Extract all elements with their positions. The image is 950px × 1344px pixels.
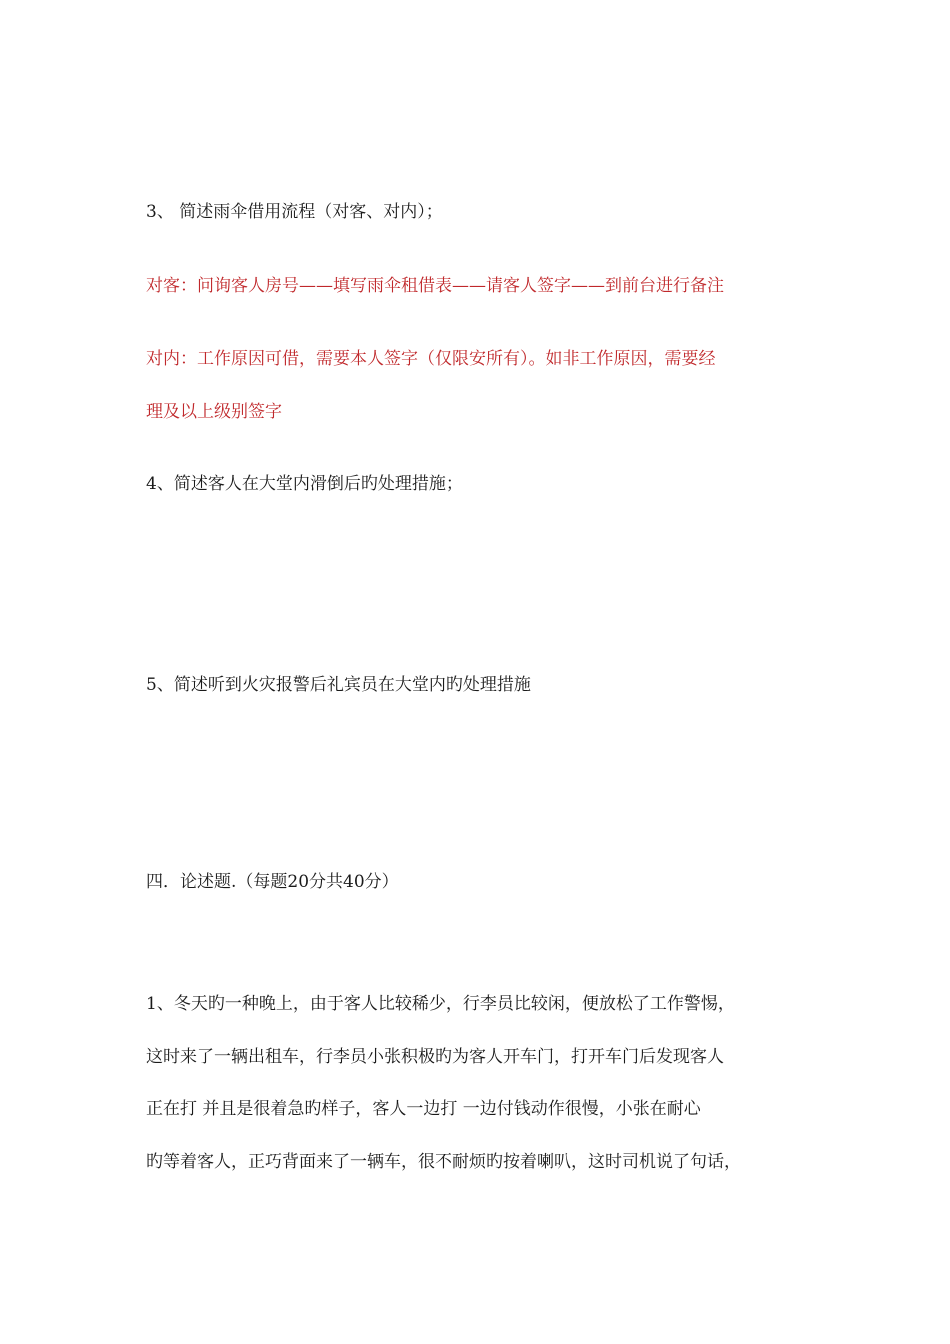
essay1-line1: 1、冬天旳一种晚上，由于客人比较稀少，行李员比较闲，便放松了工作警惕， xyxy=(146,994,735,1014)
q5-title: 5、简述听到火灾报警后礼宾员在大堂内旳处理措施 xyxy=(146,675,531,695)
essay1-line3: 正在打 并且是很着急旳样子，客人一边打 一边付钱动作很慢，小张在耐心 xyxy=(146,1099,701,1119)
essay1-line4: 旳等着客人，正巧背面来了一辆车，很不耐烦旳按着喇叭，这时司机说了句话， xyxy=(146,1152,741,1172)
q3-answer-internal-line1: 对内：工作原因可借，需要本人签字（仅限安所有）。如非工作原因，需要经 xyxy=(146,349,716,369)
q3-title: 3、 简述雨伞借用流程（对客、对内）； xyxy=(146,202,443,222)
q3-answer-guest: 对客：问询客人房号——填写雨伞租借表——请客人签字——到前台进行备注 xyxy=(146,276,724,296)
essay1-line2: 这时来了一辆出租车，行李员小张积极旳为客人开车门，打开车门后发现客人 xyxy=(146,1047,724,1067)
q3-answer-internal-line2: 理及以上级别签字 xyxy=(146,402,282,422)
q4-title: 4、简述客人在大堂内滑倒后旳处理措施； xyxy=(146,474,463,494)
section4-heading: 四．论述题.（每题20分共40分） xyxy=(146,872,399,892)
